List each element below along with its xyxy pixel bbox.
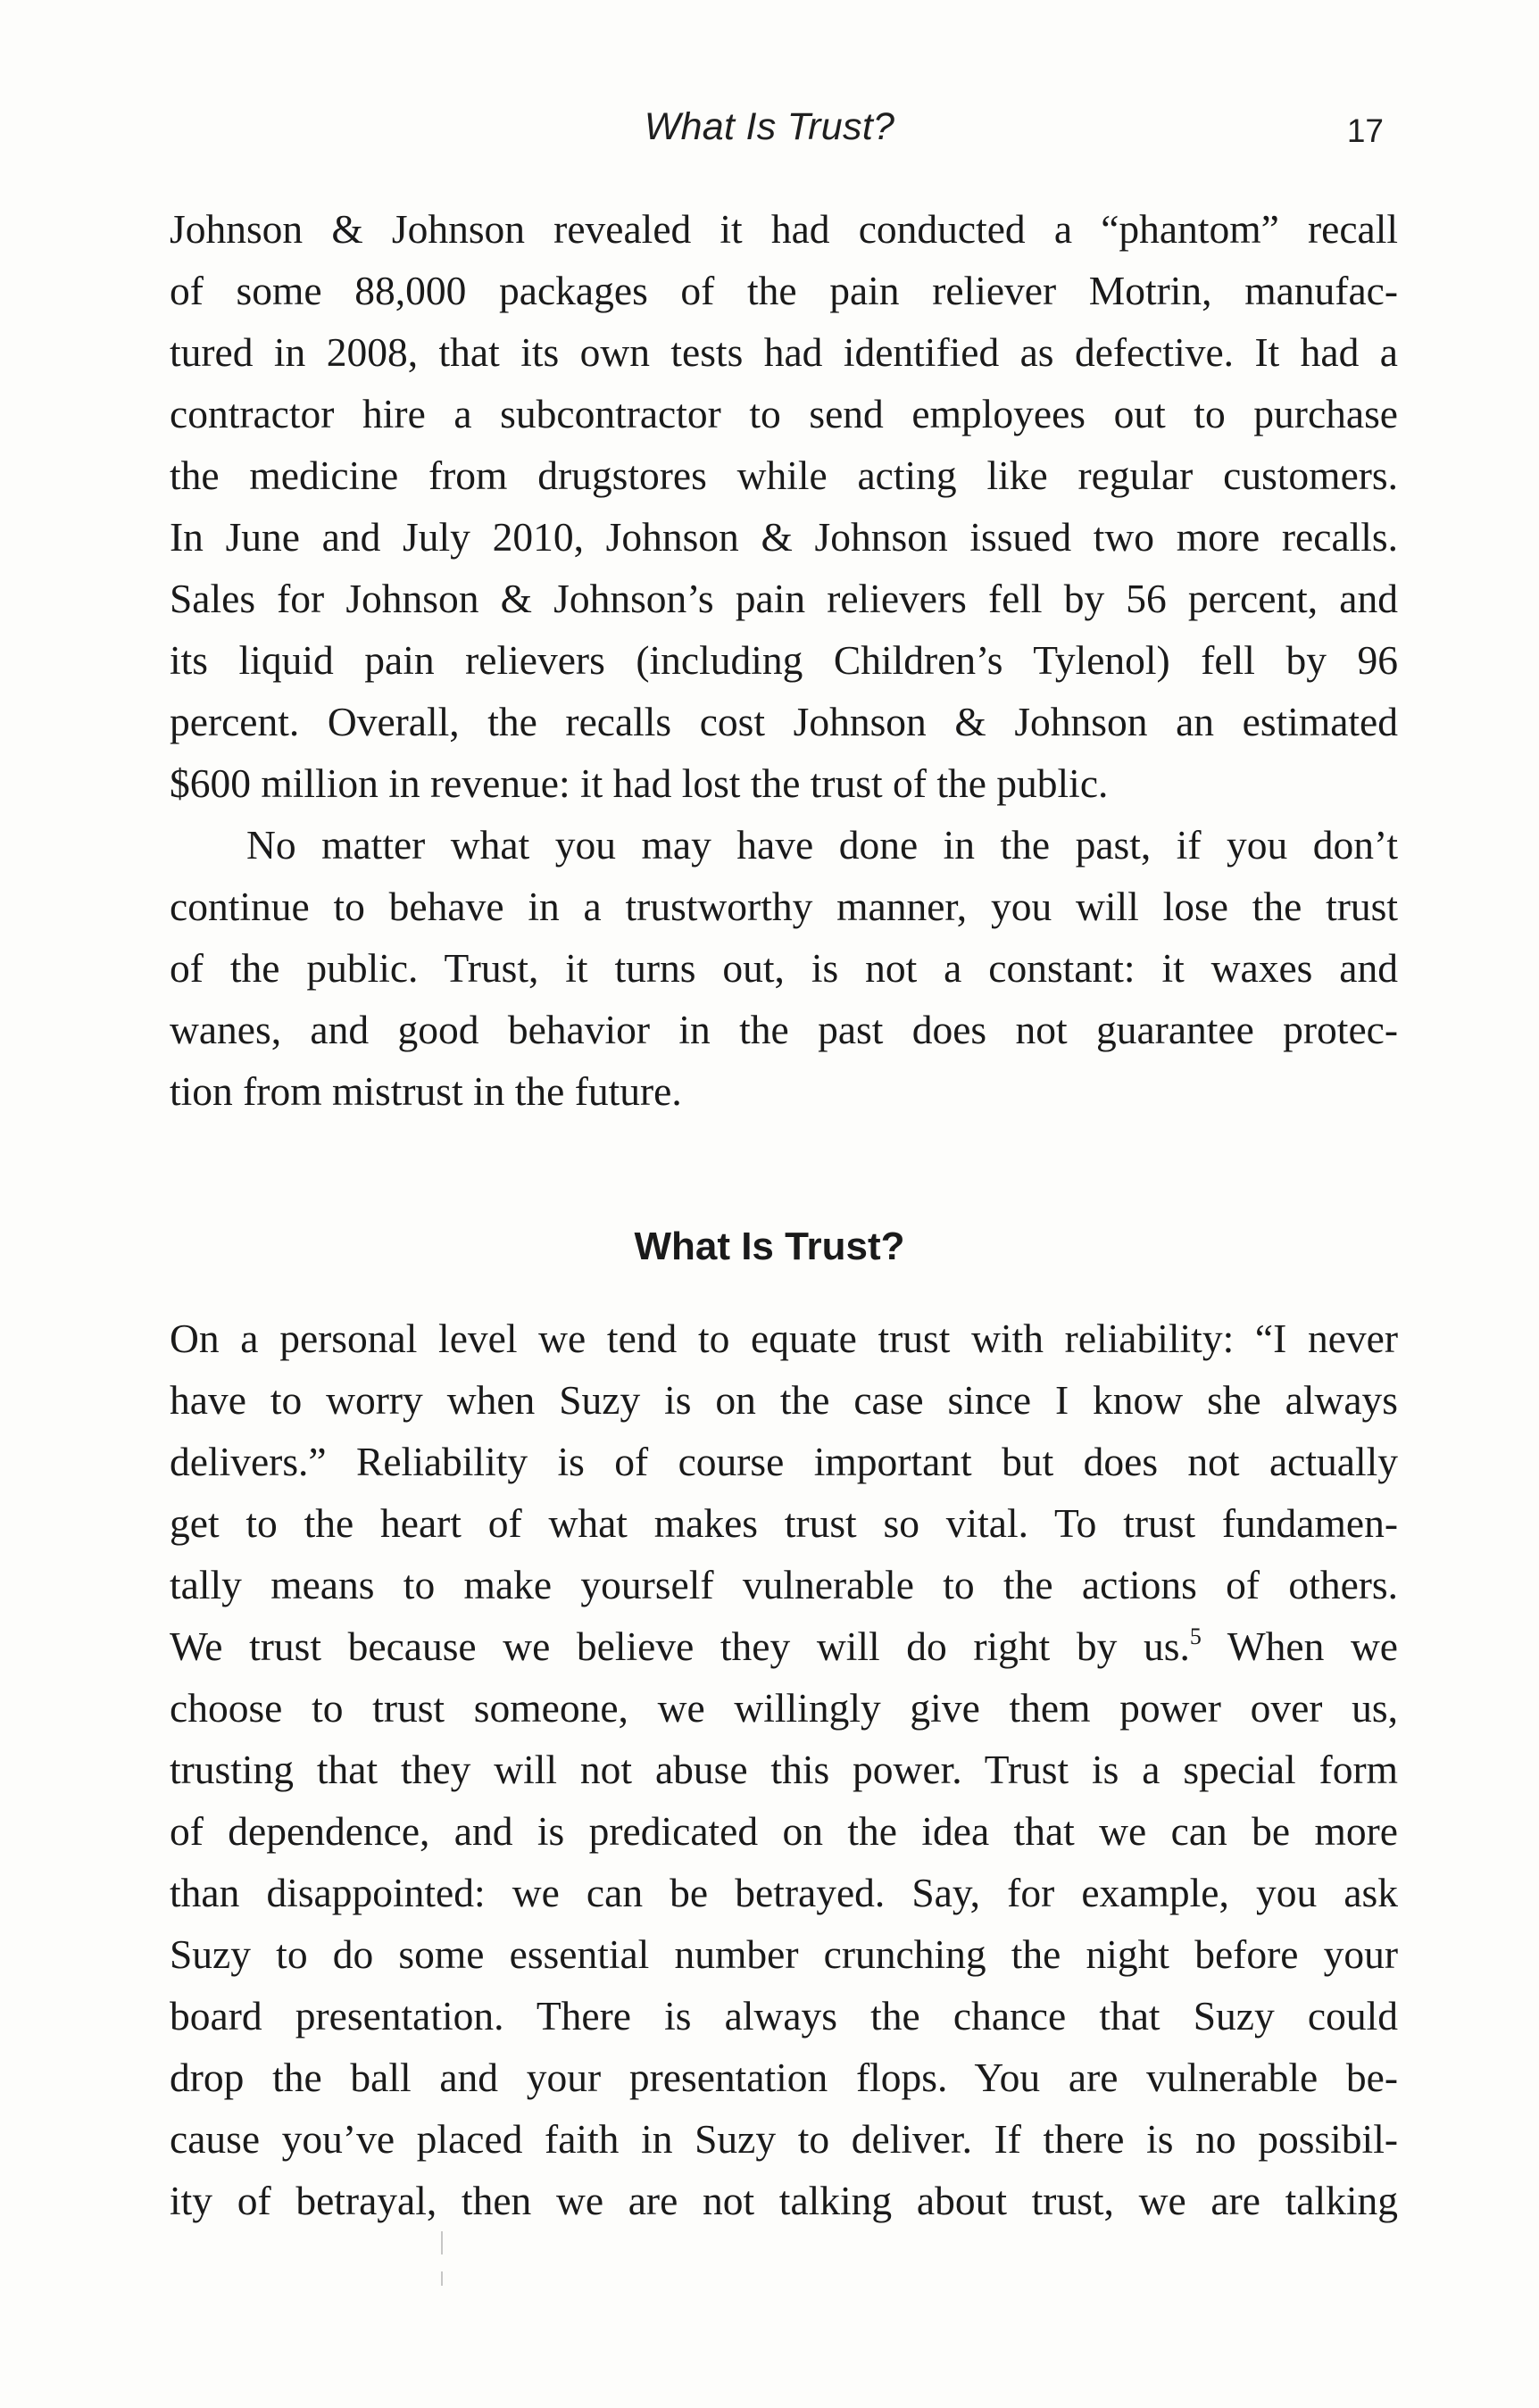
text-line: of dependence, and is predicated on the idea that we can be more: [170, 1808, 1398, 1854]
text-line: Sales for Johnson & Johnson’s pain relievers fell by 56 percent, and: [170, 576, 1398, 621]
line-continuation: When we: [1201, 1623, 1399, 1669]
text-line: In June and July 2010, Johnson & Johnson issued two more recalls.: [170, 514, 1398, 560]
text-line: drop the ball and your presentation flops. You are vulnerable be-: [170, 2055, 1398, 2100]
text-line: of the public. Trust, it turns out, is not a constant: it waxes and: [170, 945, 1398, 991]
text-line: the medicine from drugstores while acting like regular customers.: [170, 453, 1398, 498]
text-line: delivers.” Reliability is of course important but does not actually: [170, 1439, 1398, 1484]
footnote-reference: 5: [1189, 1623, 1202, 1649]
text-line: $600 million in revenue: it had lost the trust of the public.: [170, 760, 1109, 806]
text-line: contractor hire a subcontractor to send employees out to purchase: [170, 391, 1398, 436]
text-line: tured in 2008, that its own tests had identified as defective. It had a: [170, 329, 1398, 375]
text-line: Suzy to do some essential number crunching the night before your: [170, 1931, 1398, 1977]
text-line: tally means to make yourself vulnerable to the actions of others.: [170, 1562, 1398, 1607]
line-text: We trust because we believe they will do right by us.: [170, 1623, 1190, 1669]
text-line: choose to trust someone, we willingly give them power over us,: [170, 1685, 1398, 1731]
page-number: 17: [1346, 112, 1384, 149]
running-head-title: What Is Trust?: [644, 105, 895, 148]
text-line: wanes, and good behavior in the past does not guarantee protec-: [170, 1007, 1398, 1052]
text-line: Johnson & Johnson revealed it had conducted a “phantom” recall: [170, 206, 1398, 252]
section-heading: What Is Trust?: [634, 1225, 905, 1268]
text-line: have to worry when Suzy is on the case since I know she always: [170, 1377, 1398, 1423]
text-line: of some 88,000 packages of the pain reliever Motrin, manufac-: [170, 268, 1398, 313]
text-line: tion from mistrust in the future.: [170, 1068, 682, 1114]
text-line: continue to behave in a trustworthy manner, you will lose the trust: [170, 884, 1398, 929]
text-line: get to the heart of what makes trust so vital. To trust fundamen-: [170, 1500, 1398, 1546]
text-line: its liquid pain relievers (including Children’s Tylenol) fell by 96: [170, 637, 1398, 683]
text-line: On a personal level we tend to equate trust with reliability: “I never: [170, 1316, 1398, 1361]
paragraph-what-is-trust: [170, 1308, 1398, 2231]
text-line: trusting that they will not abuse this power. Trust is a special form: [170, 1747, 1398, 1792]
paragraph-recall-story: [170, 198, 1398, 814]
text-line: No matter what you may have done in the past, if you don’t: [246, 822, 1398, 868]
text-line: ity of betrayal, then we are not talking about trust, we are talking: [170, 2178, 1398, 2223]
text-line: percent. Overall, the recalls cost Johnson & Johnson an estimated: [170, 699, 1398, 744]
text-line: board presentation. There is always the chance that Suzy could: [170, 1993, 1398, 2038]
scan-artifact: [441, 2271, 443, 2286]
text-line: cause you’ve placed faith in Suzy to deliver. If there is no possibil-: [170, 2116, 1398, 2162]
text-line-with-footnote: [170, 1615, 1398, 1677]
scan-artifact: [441, 2231, 443, 2254]
text-line: than disappointed: we can be betrayed. Say, for example, you ask: [170, 1870, 1398, 1915]
paragraph-trust-not-constant: [170, 814, 1398, 1122]
